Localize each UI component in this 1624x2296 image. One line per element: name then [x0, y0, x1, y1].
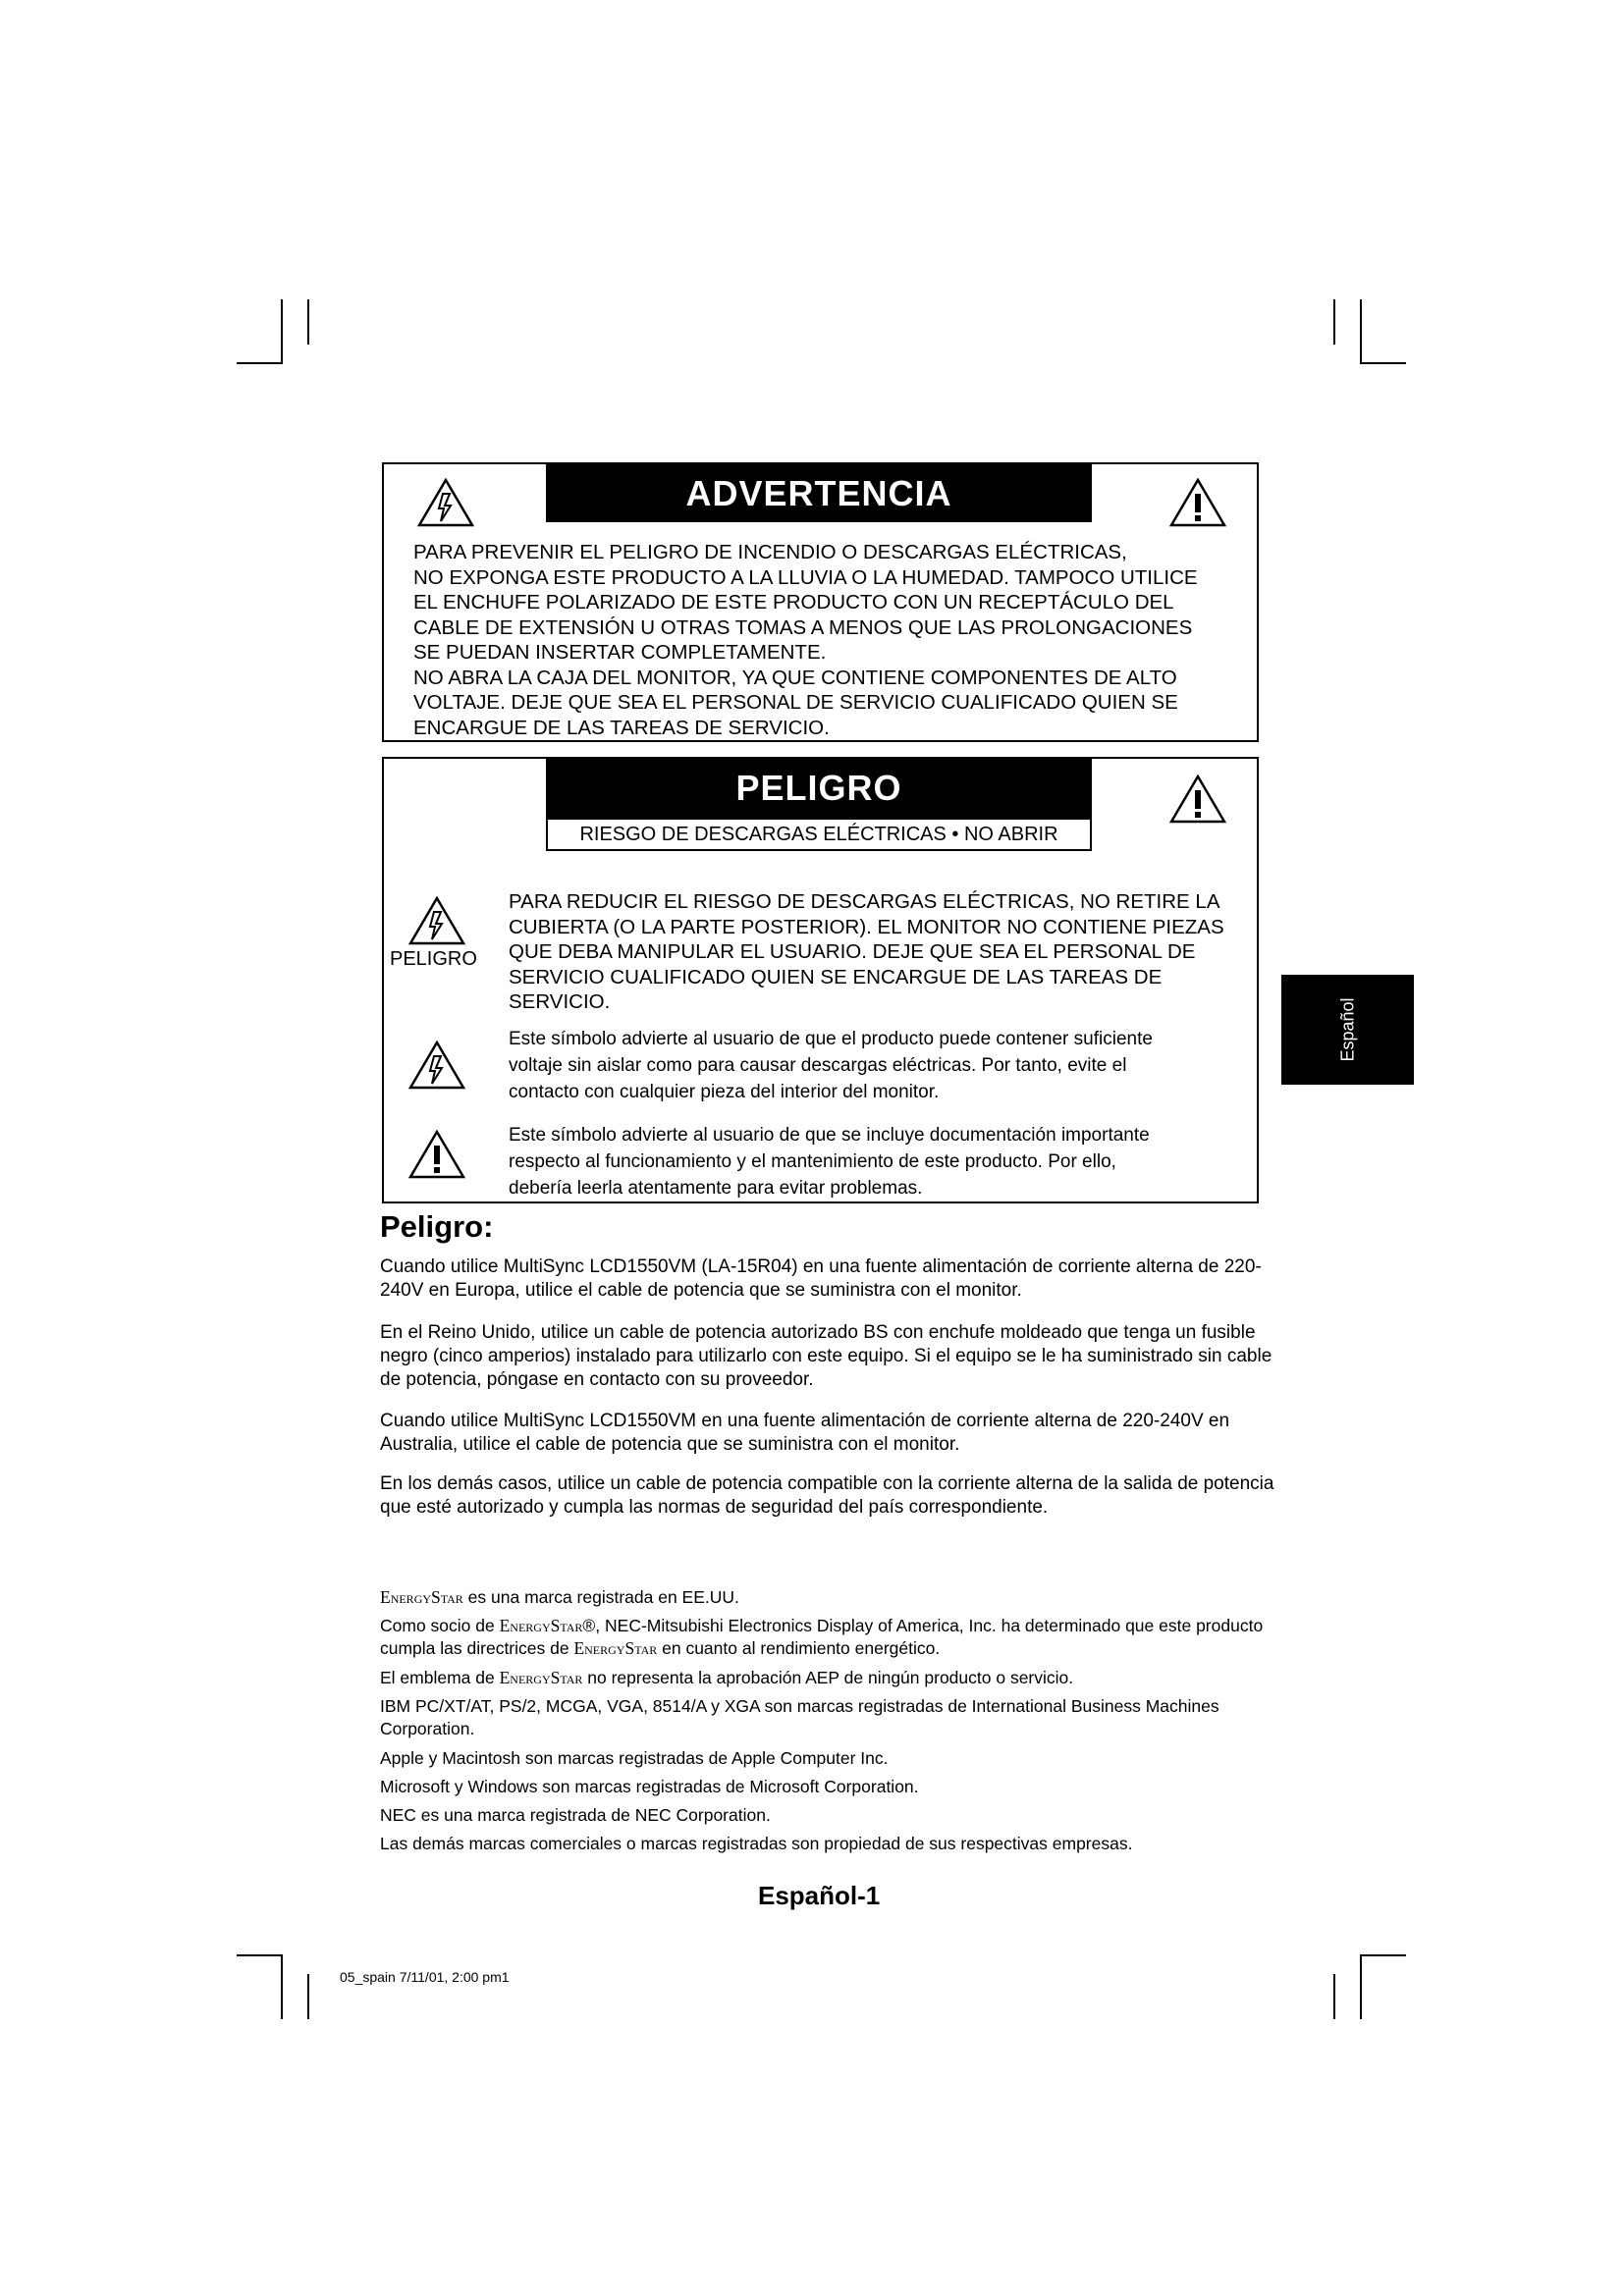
- lightning-symbol-icon: [408, 1041, 465, 1090]
- side-tab-label: Español: [1337, 997, 1357, 1062]
- trademark-energystar-emblem: El emblema de EnergyStar no representa la aprobación AEP de ningún producto o servicio.: [380, 1668, 1074, 1687]
- caution-paragraph: Cuando utilice MultiSync LCD1550VM en una fuente alimentación de corriente alterna de 220-240V en Australia, utilice el cable de potencia que se suministra con el monitor.: [380, 1411, 1230, 1455]
- exclamation-warning-icon: [1169, 478, 1226, 527]
- warning-text: PARA PREVENIR EL PELIGRO DE INCENDIO O DESCARGAS ELÉCTRICAS, NO EXPONGA ESTE PRODUCTO A LA LLUVIA O LA HUMEDAD. TAMPOCO UTILICE EL ENCHUFE POLARIZADO DE ESTE PRODUCTO CON UN RECEPTÁCULO DEL CABLE DE EXTENSIÓN U OTRAS TOMAS A MENOS QUE LAS PROLONGACIONES SE PUEDAN INSERTAR COMPLETAMENTE. NO ABRA LA CAJA DEL MONITOR, YA QUE CONTIENE COMPONENTES DE ALTO VOLTAJE. DEJE QUE SEA EL PERSONAL DE SERVICIO CUALIFICADO QUIEN SE ENCARGUE DE LAS TAREAS DE SERVICIO.: [413, 541, 1198, 739]
- symbol2-text: Este símbolo advierte al usuario de que se incluye documentación importante respecto al funcionamiento y el mantenimiento de este producto. Por ello, debería leerla atentamente para evitar problemas.: [509, 1125, 1150, 1199]
- lightning-warning-icon: [408, 896, 465, 945]
- caution-heading: Peligro:: [380, 1209, 494, 1244]
- exclamation-symbol-icon: [408, 1130, 465, 1179]
- warning-box: [382, 462, 1259, 742]
- trademark-ibm: IBM PC/XT/AT, PS/2, MCGA, VGA, 8514/A y XGA son marcas registradas de International Business Machines Corporation.: [380, 1696, 1219, 1738]
- warning-title: ADVERTENCIA: [546, 464, 1092, 522]
- danger-title: PELIGRO: [546, 759, 1092, 818]
- print-slug: 05_spain 7/11/01, 2:00 pm1: [340, 1969, 510, 1985]
- caution-paragraph: En los demás casos, utilice un cable de potencia compatible con la corriente alterna de la salida de potencia que esté autorizado y cumpla las normas de seguridad del país correspondiente.: [380, 1473, 1274, 1518]
- lightning-warning-icon: [417, 478, 474, 527]
- exclamation-warning-icon: [1169, 774, 1226, 824]
- trademark-others: Las demás marcas comerciales o marcas registradas son propiedad de sus respectivas empresas.: [380, 1834, 1133, 1853]
- language-side-tab: [1281, 975, 1414, 1085]
- danger-subtitle: RIESGO DE DESCARGAS ELÉCTRICAS • NO ABRIR: [546, 818, 1092, 851]
- danger-box: [382, 757, 1259, 1203]
- symbol1-text: Este símbolo advierte al usuario de que el producto puede contener suficiente voltaje sin aislar como para causar descargas eléctricas. Por tanto, evite el contacto con cualquier pieza del interior del monitor.: [509, 1029, 1153, 1102]
- trademark-energystar-partner: Como socio de EnergyStar®, NEC-Mitsubishi Electronics Display of America, Inc. ha determinado que este producto cumpla las directrices de EnergyStar en cuanto al rendimiento energético.: [380, 1616, 1264, 1658]
- trademark-apple: Apple y Macintosh son marcas registradas de Apple Computer Inc.: [380, 1748, 889, 1768]
- trademark-nec: NEC es una marca registrada de NEC Corporation.: [380, 1805, 771, 1825]
- trademark-microsoft: Microsoft y Windows son marcas registradas de Microsoft Corporation.: [380, 1777, 919, 1796]
- caution-paragraph: En el Reino Unido, utilice un cable de potencia autorizado BS con enchufe moldeado que tenga un fusible negro (cinco amperios) instalado para utilizarlo con este equipo. Si el equipo se le ha suministrado sin cable de potencia, póngase en contacto con su proveedor.: [380, 1322, 1272, 1390]
- page-number: Español-1: [758, 1881, 881, 1910]
- danger-main-text: PARA REDUCIR EL RIESGO DE DESCARGAS ELÉCTRICAS, NO RETIRE LA CUBIERTA (O LA PARTE POSTERIOR). EL MONITOR NO CONTIENE PIEZAS QUE DEBA MANIPULAR EL USUARIO. DEJE QUE SEA EL PERSONAL DE SERVICIO CUALIFICADO QUIEN SE ENCARGUE DE LAS TAREAS DE SERVICIO.: [509, 890, 1224, 1013]
- caution-paragraph: Cuando utilice MultiSync LCD1550VM (LA-15R04) en una fuente alimentación de corriente alterna de 220-240V en Europa, utilice el cable de potencia que se suministra con el monitor.: [380, 1256, 1262, 1301]
- danger-icon-label: PELIGRO: [390, 948, 477, 970]
- trademark-energystar: EnergyStar es una marca registrada en EE.UU.: [380, 1587, 739, 1607]
